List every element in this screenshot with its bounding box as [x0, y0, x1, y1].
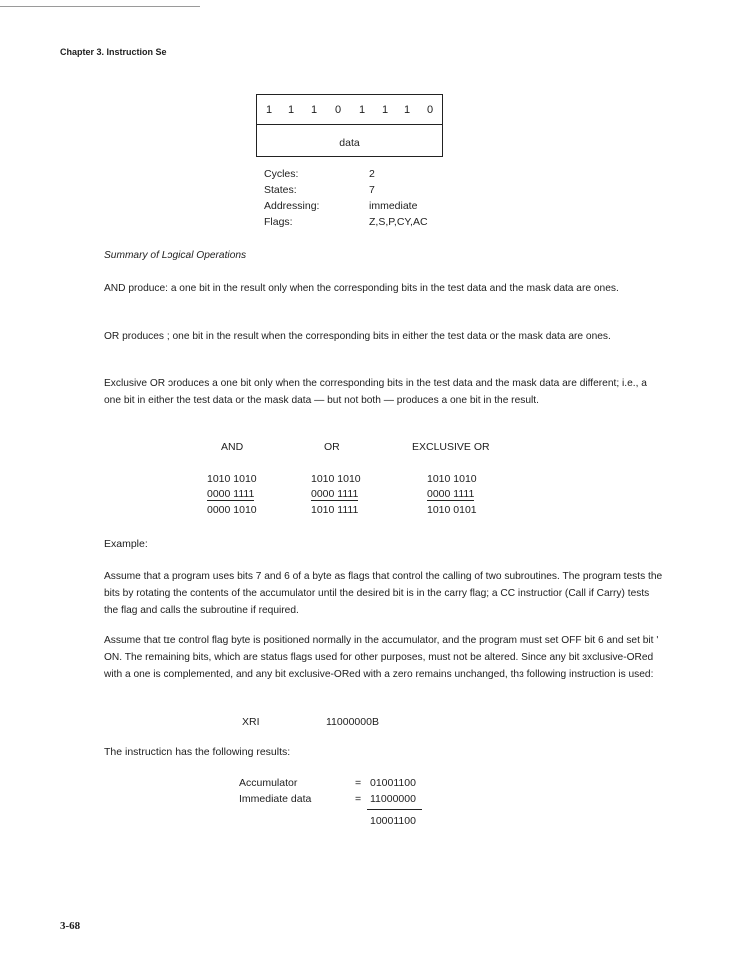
result-op-immediate: =	[355, 793, 362, 805]
logic-or-result: 1010 1111	[311, 504, 359, 516]
logic-xor-row1: 1010 1010	[427, 473, 477, 485]
example-paragraph-1: Assume that a program uses bits 7 and 6 of a byte as flags that control the calling of two subroutines. The program tests the bits by rotating the contents of the accumulator until the desired bit is in the carry flag; a CC instructior (Call if Carry) tests the flag and calls the subroutine if required.	[104, 571, 663, 616]
example-label: Example:	[104, 538, 148, 550]
paragraph-and: AND produce: a one bit in the result only when the corresponding bits in the test data and the mask data are ones.	[104, 283, 619, 294]
result-divider	[367, 809, 422, 810]
result-value-accumulator: 01001100	[370, 777, 416, 789]
result-final-value: 10001100	[370, 815, 416, 827]
logic-or-row1: 1010 1010	[311, 473, 361, 485]
logic-and-row1: 1010 1010	[207, 473, 257, 485]
logic-or-row2: 0000 1111	[311, 488, 359, 500]
opcode-bit-2: 1	[382, 104, 389, 116]
timing-value-flags: Z,S,P,CY,AC	[369, 216, 428, 228]
timing-label-cycles: Cycles:	[264, 168, 299, 180]
chapter-header: Chapter 3. Instruction Se	[60, 47, 167, 57]
summary-heading: Summary of Lɔgical Operations	[104, 250, 247, 261]
timing-value-states: 7	[369, 184, 375, 196]
timing-label-states: States:	[264, 184, 297, 196]
opcode-box	[256, 94, 443, 157]
timing-label-flags: Flags:	[264, 216, 293, 228]
opcode-data-label: data	[339, 137, 360, 149]
instruction-mnemonic: XRI	[242, 716, 260, 728]
opcode-bit-6: 1	[288, 104, 295, 116]
top-rule	[0, 6, 200, 7]
logic-header-and: AND	[221, 441, 244, 453]
paragraph-xor: Exclusive OR ɔroduces a one bit only when the corresponding bits in the test data and the mask data are different; i.e., a one bit in either the test data or the mask data — but not both — produces a one bit in the result.	[104, 378, 647, 406]
result-label-immediate: Immediate data	[239, 793, 312, 805]
opcode-bit-7: 1	[266, 104, 273, 116]
paragraph-or: OR produces ; one bit in the result when the corresponding bits in either the test data or the mask data are ones.	[104, 331, 611, 342]
opcode-bit-3: 1	[359, 104, 366, 116]
opcode-bit-5: 1	[311, 104, 318, 116]
example-paragraph-2: Assume that tɪe control flag byte is positioned normally in the accumulator, and the program must set OFF bit 6 and set bit ' ON. The remaining bits, which are status flags used for other purposes, must not be altered. Since any bit ɜxclusive-ORed with a one is complemented, and any bit exclusive-ORed with a zero remains unchanged, thɜ following instruction is used:	[104, 635, 659, 680]
logic-header-xor: EXCLUSIVE OR	[412, 441, 490, 453]
opcode-bit-4: 0	[335, 104, 342, 116]
logic-xor-result: 1010 0101	[427, 504, 477, 516]
result-value-immediate: 11000000	[370, 793, 416, 805]
results-intro: The instructicn has the following results:	[104, 746, 291, 758]
logic-and-result: 0000 1010	[207, 504, 257, 516]
instruction-operand: 11000000B	[326, 716, 379, 728]
page-number: 3-68	[60, 920, 81, 932]
result-op-accumulator: =	[355, 777, 362, 789]
logic-header-or: OR	[324, 441, 340, 453]
timing-value-addressing: immediate	[369, 200, 418, 212]
logic-and-row2: 0000 1111	[207, 488, 255, 500]
opcode-bits-row	[257, 95, 442, 125]
logic-xor-row2: 0000 1111	[427, 488, 475, 500]
opcode-bit-0: 0	[427, 104, 434, 116]
timing-value-cycles: 2	[369, 168, 375, 180]
result-label-accumulator: Accumulator	[239, 777, 298, 789]
opcode-bit-1: 1	[404, 104, 411, 116]
timing-label-addressing: Addressing:	[264, 200, 320, 212]
